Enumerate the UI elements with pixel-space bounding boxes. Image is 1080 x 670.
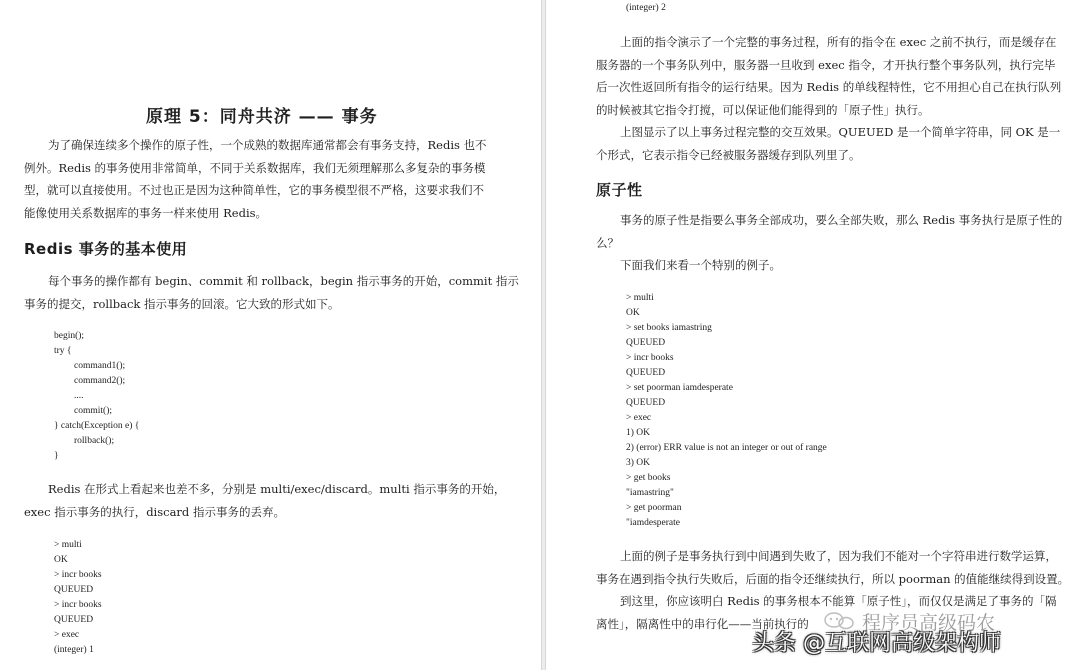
- code-line: QUEUED: [54, 585, 94, 595]
- code-line: command1();: [74, 361, 126, 371]
- text-line: 上图显示了以上事务过程完整的交互效果。QUEUED 是一个简单字符串，同 OK 是一: [620, 125, 1061, 139]
- text-line: 个形式，它表示指令已经被服务器缓存到队列里了。: [596, 147, 861, 162]
- code-line: > incr books: [626, 353, 674, 363]
- section-heading-basic-usage: Redis 事务的基本使用: [24, 240, 188, 258]
- code-line: rollback();: [74, 436, 115, 446]
- text-line: 能像使用关系数据库的事务一样来使用 Redis。: [24, 205, 268, 220]
- code-line: commit();: [74, 406, 112, 416]
- transaction-process-paragraph: [596, 31, 1061, 166]
- code-line: "iamastring": [626, 488, 674, 498]
- text-line: 事务的原子性是指要么事务全部成功，要么全部失败，那么 Redis 事务执行是原子性的: [620, 213, 1063, 227]
- text-line: 服务器的一个事务队列中，服务器一旦收到 exec 指令，才开执行整个事务队列，执行完毕: [596, 57, 1056, 72]
- code-line: > incr books: [54, 600, 102, 610]
- code-line: QUEUED: [626, 338, 666, 348]
- text-line: Redis 在形式上看起来也差不多，分别是 multi/exec/discard。multi 指示事务的开始，: [48, 482, 506, 496]
- code-line: > get books: [626, 473, 671, 483]
- code-line: } catch(Exception e) {: [54, 421, 140, 431]
- code-line: > exec: [626, 413, 652, 423]
- text-line: 到这里，你应该明白 Redis 的事务根本不能算「原子性」，而仅仅是满足了事务的「隔: [620, 594, 1057, 608]
- text-line: 下面我们来看一个特别的例子。: [620, 258, 781, 272]
- code-line: }: [54, 451, 59, 461]
- atomicity-paragraph: [596, 209, 1062, 277]
- code-line: begin();: [54, 331, 85, 341]
- code-line: > incr books: [54, 570, 102, 580]
- text-line: 离性」，隔离性中的串行化——当前执行的: [596, 616, 809, 631]
- text-line: 例外。Redis 的事务使用非常简单，不同于关系数据库，我们无须理解那么多复杂的事务模: [24, 160, 486, 175]
- code-line: 2) (error) ERR value is not an integer or out of range: [626, 443, 827, 453]
- page-title: 原理 5：同舟共济 —— 事务: [146, 107, 378, 127]
- code-line: QUEUED: [54, 615, 94, 625]
- code-block-multi-exec: [54, 538, 102, 658]
- code-line: > set poorman iamdesperate: [626, 383, 733, 393]
- text-line: 么？: [596, 235, 619, 250]
- code-line: command2();: [74, 376, 126, 386]
- code-line: QUEUED: [626, 398, 666, 408]
- basic-usage-paragraph: [24, 270, 519, 315]
- code-line: "iamdesperate: [626, 518, 680, 528]
- code-block-atomicity-example: [626, 291, 827, 531]
- text-line: 为了确保连续多个操作的原子性，一个成熟的数据库通常都会有事务支持，Redis 也不: [48, 138, 487, 152]
- text-line: 每个事务的操作都有 begin、commit 和 rollback，begin 指示事务的开始，commit 指示: [48, 274, 519, 288]
- code-block-begin-commit: [54, 329, 139, 464]
- intro-paragraph: [24, 134, 487, 224]
- code-line: ....: [74, 391, 84, 401]
- code-line: OK: [54, 555, 68, 565]
- watermark-source-label: 头条 @互联网高级架构师: [752, 631, 1001, 656]
- watermark-text: 程序员高级码农: [862, 612, 996, 634]
- code-line: > set books iamastring: [626, 323, 712, 333]
- code-line-integer-2: (integer) 2: [626, 3, 666, 13]
- section-heading-atomicity: 原子性: [596, 181, 643, 199]
- right-page: [546, 0, 1080, 670]
- text-line: 上面的例子是事务执行到中间遇到失败了，因为我们不能对一个字符串进行数学运算，: [620, 549, 1057, 563]
- text-line: 事务的提交，rollback 指示事务的回滚。它大致的形式如下。: [24, 296, 340, 311]
- code-line: 1) OK: [626, 428, 651, 438]
- text-line: 事务在遇到指令执行失败后，后面的指令还继续执行，所以 poorman 的值能继续得到设置。: [596, 571, 1070, 586]
- text-line: 上面的指令演示了一个完整的事务过程，所有的指令在 exec 之前不执行，而是缓存在: [620, 35, 1057, 49]
- code-line: OK: [626, 308, 640, 318]
- code-line: try {: [54, 346, 72, 356]
- code-line: > get poorman: [626, 503, 682, 513]
- code-line: (integer) 1: [54, 645, 94, 655]
- text-line: 的时候被其它指令打搅，可以保证他们能得到的「原子性」执行。: [596, 102, 930, 117]
- code-line: QUEUED: [626, 368, 666, 378]
- text-line: 型，就可以直接使用。不过也正是因为这种简单性，它的事务模型很不严格，这要求我们不: [24, 183, 484, 197]
- code-line: > multi: [54, 540, 82, 550]
- redis-multi-paragraph: [24, 478, 505, 523]
- code-line: > exec: [54, 630, 80, 640]
- code-line: 3) OK: [626, 458, 651, 468]
- code-line: > multi: [626, 293, 654, 303]
- text-line: exec 指示事务的执行，discard 指示事务的丢弃。: [24, 504, 285, 519]
- text-line: 后一次性返回所有指令的运行结果。因为 Redis 的单线程特性，它不用担心自己在执行队列: [596, 80, 1062, 94]
